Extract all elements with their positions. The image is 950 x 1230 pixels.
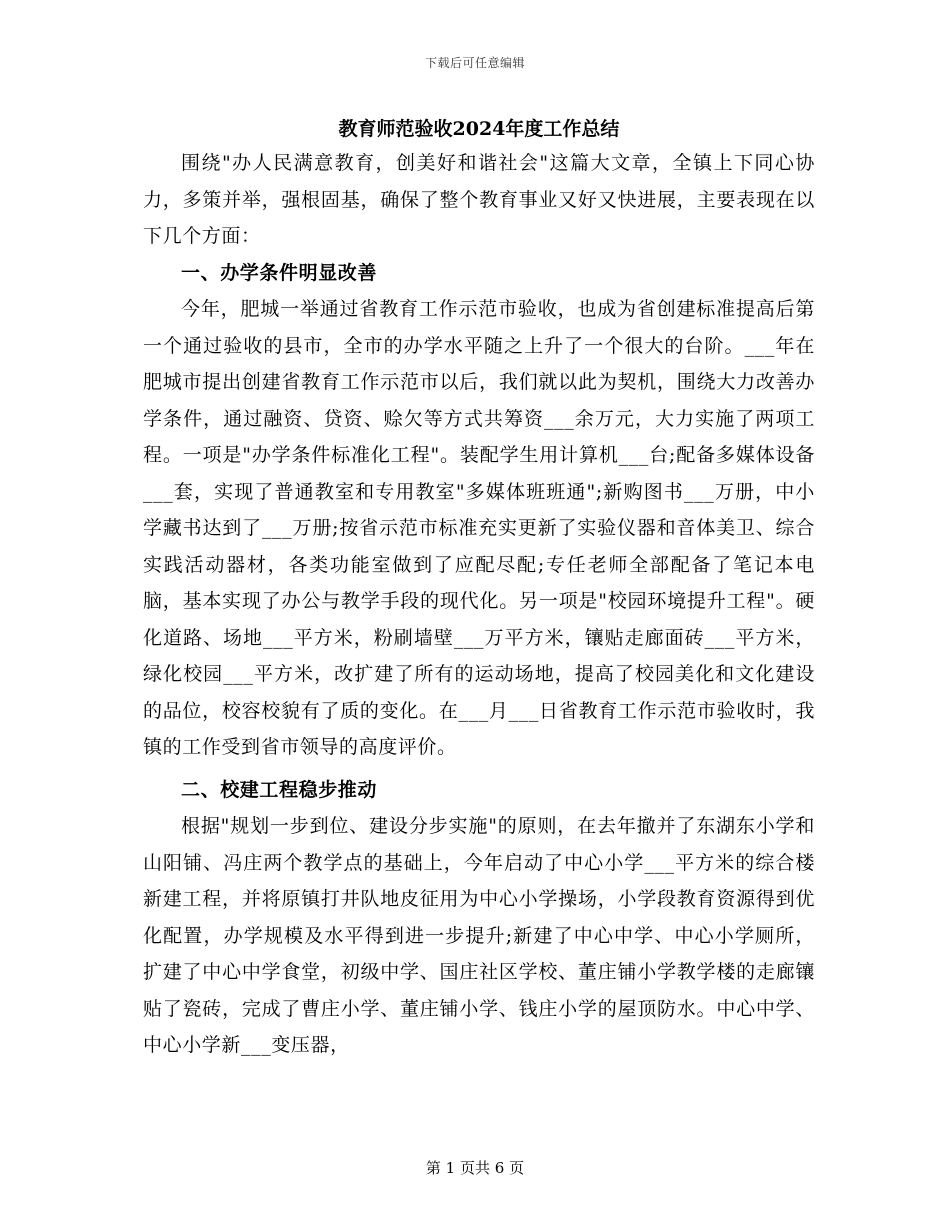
intro-paragraph: 围绕"办人民满意教育，创美好和谐社会"这篇大文章，全镇上下同心协力，多策并举，强根固基，确保了整个教育事业又好又快进展，主要表现在以下几个方面： [143,152,815,247]
document-title: 教育师范验收2024年度工作总结 [338,118,620,140]
page-header-note: 下载后可任意编辑 [424,56,525,70]
document-page [143,113,815,1064]
section-heading-1: 一、办学条件明显改善 [181,261,378,284]
section-body-2: 根据"规划一步到位、建设分步实施"的原则，在去年撤并了东湖东小学和山阳铺、冯庄两个教学点的基础上，今年启动了中心小学___平方米的综合楼新建工程，并将原镇打井队地皮征用为中心小学操场，小学段教育资源得到优化配置，办学规模及水平得到进一步提升;新建了中心中学、中心小学厕所，扩建了中心中学食堂，初级中学、国庄社区学校、董庄铺小学教学楼的走廊镶贴了瓷砖，完成了曹庄小学、董庄铺小学、钱庄小学的屋顶防水。中心中学、中心小学新___变压器， [143,815,815,1056]
section-heading-2: 二、校建工程稳步推动 [181,778,378,801]
section-body-1: 今年，肥城一举通过省教育工作示范市验收，也成为省创建标准提高后第一个通过验收的县市，全市的办学水平随之上升了一个很大的台阶。___年在肥城市提出创建省教育工作示范市以后，我们就以此为契机，围绕大力改善办学条件，通过融资、贷资、赊欠等方式共筹资___余万元，大力实施了两项工程。一项是"办学条件标准化工程"。装配学生用计算机___台;配备多媒体设备___套，实现了普通教室和专用教室"多媒体班班通";新购图书___万册，中小学藏书达到了___万册;按省示范市标准充实更新了实验仪器和音体美卫、综合实践活动器材，各类功能室做到了应配尽配;专任老师全部配备了笔记本电脑，基本实现了办公与教学手段的现代化。另一项是"校园环境提升工程"。硬化道路、场地___平方米，粉刷墙壁___万平方米，镶贴走廊面砖___平方米，绿化校园___平方米，改扩建了所有的运动场地，提高了校园美化和文化建设的品位，校容校貌有了质的变化。在___月___日省教育工作示范市验收时，我镇的工作受到省市领导的高度评价。 [143,298,815,758]
page-number: 第 1 页共 6 页 [425,1159,525,1177]
